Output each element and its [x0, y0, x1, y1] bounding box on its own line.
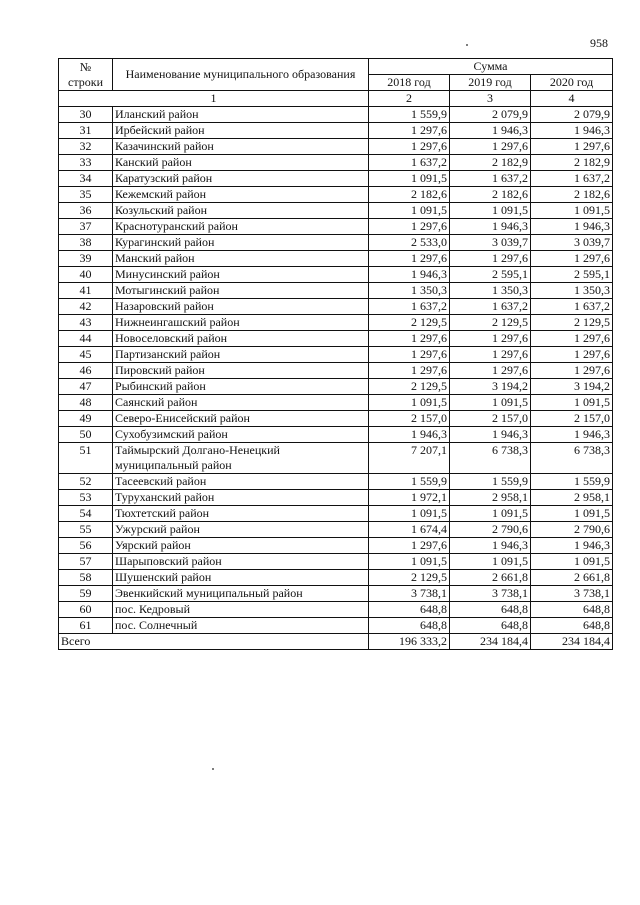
- value-2019: 1 637,2: [450, 171, 531, 187]
- value-2018: 1 091,5: [369, 506, 450, 522]
- row-number: 30: [59, 107, 113, 123]
- value-2020: 1 637,2: [531, 171, 613, 187]
- value-2020: 1 946,3: [531, 427, 613, 443]
- municipality-name: Шушенский район: [113, 570, 369, 586]
- table-row: [59, 538, 613, 554]
- value-2019: 1 297,6: [450, 251, 531, 267]
- value-2019: 1 946,3: [450, 219, 531, 235]
- table-row: [59, 411, 613, 427]
- value-2019: 3 738,1: [450, 586, 531, 602]
- table-row: [59, 203, 613, 219]
- table-row: [59, 299, 613, 315]
- table-row: [59, 235, 613, 251]
- row-number: 39: [59, 251, 113, 267]
- col-index-3: 3: [450, 91, 531, 107]
- table-row: [59, 602, 613, 618]
- row-number: 48: [59, 395, 113, 411]
- municipality-name: Саянский район: [113, 395, 369, 411]
- value-2018: 1 297,6: [369, 363, 450, 379]
- table-row: [59, 522, 613, 538]
- row-number: 41: [59, 283, 113, 299]
- municipality-name: Казачинский район: [113, 139, 369, 155]
- table-row: [59, 219, 613, 235]
- total-2018: 196 333,2: [369, 634, 450, 650]
- value-2018: 1 637,2: [369, 299, 450, 315]
- row-number: 47: [59, 379, 113, 395]
- value-2019: 1 091,5: [450, 506, 531, 522]
- table-row: [59, 155, 613, 171]
- municipality-name: пос. Кедровый: [113, 602, 369, 618]
- table-row: [59, 123, 613, 139]
- table-row: [59, 283, 613, 299]
- row-number: 54: [59, 506, 113, 522]
- row-number: 40: [59, 267, 113, 283]
- header-year-2019: 2019 год: [450, 75, 531, 91]
- value-2018: 1 297,6: [369, 123, 450, 139]
- value-2020: 2 157,0: [531, 411, 613, 427]
- scan-speck: [212, 768, 214, 770]
- value-2018: 2 129,5: [369, 379, 450, 395]
- value-2019: 1 297,6: [450, 331, 531, 347]
- value-2020: 1 091,5: [531, 506, 613, 522]
- municipality-name: Каратузский район: [113, 171, 369, 187]
- value-2020: 1 637,2: [531, 299, 613, 315]
- value-2019: 2 661,8: [450, 570, 531, 586]
- municipality-name: Кежемский район: [113, 187, 369, 203]
- total-label: Всего: [59, 634, 369, 650]
- municipality-name: Канский район: [113, 155, 369, 171]
- value-2019: 2 790,6: [450, 522, 531, 538]
- table-row: [59, 427, 613, 443]
- value-2018: 7 207,1: [369, 443, 450, 474]
- row-number: 38: [59, 235, 113, 251]
- value-2020: 1 559,9: [531, 474, 613, 490]
- row-number: 45: [59, 347, 113, 363]
- value-2020: 3 738,1: [531, 586, 613, 602]
- value-2020: 6 738,3: [531, 443, 613, 474]
- value-2019: 2 182,6: [450, 187, 531, 203]
- value-2018: 1 297,6: [369, 219, 450, 235]
- value-2020: 2 129,5: [531, 315, 613, 331]
- value-2019: 1 297,6: [450, 363, 531, 379]
- value-2019: 1 297,6: [450, 347, 531, 363]
- value-2018: 1 972,1: [369, 490, 450, 506]
- col-index-2: 2: [369, 91, 450, 107]
- row-number: 31: [59, 123, 113, 139]
- municipality-name: Таймырский Долгано-Ненецкий муниципальный район: [113, 443, 369, 474]
- value-2018: 2 129,5: [369, 315, 450, 331]
- row-number: 37: [59, 219, 113, 235]
- municipality-name: пос. Солнечный: [113, 618, 369, 634]
- value-2018: 1 297,6: [369, 538, 450, 554]
- header-year-2020: 2020 год: [531, 75, 613, 91]
- municipality-name: Манский район: [113, 251, 369, 267]
- value-2018: 1 297,6: [369, 251, 450, 267]
- table-row: [59, 187, 613, 203]
- value-2018: 1 297,6: [369, 347, 450, 363]
- value-2018: 1 091,5: [369, 554, 450, 570]
- row-number: 61: [59, 618, 113, 634]
- header-year-2018: 2018 год: [369, 75, 450, 91]
- value-2019: 648,8: [450, 602, 531, 618]
- row-number: 32: [59, 139, 113, 155]
- value-2020: 2 079,9: [531, 107, 613, 123]
- value-2020: 1 091,5: [531, 554, 613, 570]
- value-2019: 2 157,0: [450, 411, 531, 427]
- row-number: 58: [59, 570, 113, 586]
- total-row: [59, 634, 613, 650]
- municipality-name: Новоселовский район: [113, 331, 369, 347]
- value-2019: 1 350,3: [450, 283, 531, 299]
- value-2018: 2 157,0: [369, 411, 450, 427]
- table-row: [59, 347, 613, 363]
- row-number: 33: [59, 155, 113, 171]
- value-2020: 1 091,5: [531, 395, 613, 411]
- page-number: 958: [590, 36, 608, 50]
- header-row-top: [59, 59, 613, 75]
- row-number: 55: [59, 522, 113, 538]
- scan-speck: [466, 44, 468, 46]
- row-number: 34: [59, 171, 113, 187]
- table-row: [59, 443, 613, 474]
- value-2019: 2 595,1: [450, 267, 531, 283]
- table-row: [59, 139, 613, 155]
- value-2019: 1 091,5: [450, 203, 531, 219]
- table-row: [59, 171, 613, 187]
- col-index-1: 1: [59, 91, 369, 107]
- header-row-index: [59, 91, 613, 107]
- table-row: [59, 267, 613, 283]
- value-2020: 1 946,3: [531, 219, 613, 235]
- row-number: 57: [59, 554, 113, 570]
- value-2018: 1 559,9: [369, 107, 450, 123]
- value-2020: 648,8: [531, 602, 613, 618]
- row-number: 56: [59, 538, 113, 554]
- total-2019: 234 184,4: [450, 634, 531, 650]
- municipality-name: Тасеевский район: [113, 474, 369, 490]
- value-2018: 3 738,1: [369, 586, 450, 602]
- municipality-name: Козульский район: [113, 203, 369, 219]
- value-2019: 1 946,3: [450, 427, 531, 443]
- municipality-name: Эвенкийский муниципальный район: [113, 586, 369, 602]
- row-number: 49: [59, 411, 113, 427]
- table-row: [59, 554, 613, 570]
- value-2018: 1 674,4: [369, 522, 450, 538]
- value-2019: 1 091,5: [450, 395, 531, 411]
- value-2019: 1 637,2: [450, 299, 531, 315]
- municipality-name: Минусинский район: [113, 267, 369, 283]
- row-number: 36: [59, 203, 113, 219]
- municipality-name: Ужурский район: [113, 522, 369, 538]
- value-2018: 1 297,6: [369, 139, 450, 155]
- value-2020: 2 790,6: [531, 522, 613, 538]
- value-2020: 1 297,6: [531, 347, 613, 363]
- value-2019: 2 129,5: [450, 315, 531, 331]
- value-2018: 1 091,5: [369, 395, 450, 411]
- value-2020: 3 194,2: [531, 379, 613, 395]
- table-row: [59, 586, 613, 602]
- value-2018: 1 091,5: [369, 203, 450, 219]
- table-row: [59, 315, 613, 331]
- value-2018: 1 637,2: [369, 155, 450, 171]
- municipality-name: Сухобузимский район: [113, 427, 369, 443]
- municipality-name: Рыбинский район: [113, 379, 369, 395]
- value-2020: 1 297,6: [531, 251, 613, 267]
- row-number: 42: [59, 299, 113, 315]
- row-number: 52: [59, 474, 113, 490]
- value-2019: 1 946,3: [450, 538, 531, 554]
- row-number: 50: [59, 427, 113, 443]
- municipality-name: Шарыповский район: [113, 554, 369, 570]
- municipality-name: Мотыгинский район: [113, 283, 369, 299]
- value-2018: 2 182,6: [369, 187, 450, 203]
- value-2020: 1 091,5: [531, 203, 613, 219]
- header-sum: Сумма: [369, 59, 613, 75]
- budget-table: [58, 58, 613, 650]
- row-number: 60: [59, 602, 113, 618]
- value-2019: 1 559,9: [450, 474, 531, 490]
- value-2020: 1 946,3: [531, 538, 613, 554]
- table-row: [59, 107, 613, 123]
- value-2019: 2 079,9: [450, 107, 531, 123]
- municipality-name: Назаровский район: [113, 299, 369, 315]
- row-number: 35: [59, 187, 113, 203]
- row-number: 51: [59, 443, 113, 474]
- table-header: [59, 59, 613, 107]
- value-2018: 2 129,5: [369, 570, 450, 586]
- row-number: 44: [59, 331, 113, 347]
- value-2018: 1 297,6: [369, 331, 450, 347]
- municipality-name: Пировский район: [113, 363, 369, 379]
- table-row: [59, 570, 613, 586]
- value-2018: 648,8: [369, 618, 450, 634]
- value-2020: 3 039,7: [531, 235, 613, 251]
- value-2019: 2 958,1: [450, 490, 531, 506]
- table-row: [59, 618, 613, 634]
- value-2018: 648,8: [369, 602, 450, 618]
- value-2018: 1 091,5: [369, 171, 450, 187]
- table-row: [59, 490, 613, 506]
- table-row: [59, 506, 613, 522]
- value-2019: 3 039,7: [450, 235, 531, 251]
- table-row: [59, 379, 613, 395]
- table-footer: [59, 634, 613, 650]
- value-2019: 648,8: [450, 618, 531, 634]
- value-2019: 1 091,5: [450, 554, 531, 570]
- table-row: [59, 251, 613, 267]
- value-2020: 2 661,8: [531, 570, 613, 586]
- table-row: [59, 363, 613, 379]
- value-2018: 1 350,3: [369, 283, 450, 299]
- value-2019: 1 297,6: [450, 139, 531, 155]
- municipality-name: Партизанский район: [113, 347, 369, 363]
- header-row-number: № строки: [59, 59, 113, 91]
- value-2019: 6 738,3: [450, 443, 531, 474]
- value-2018: 1 946,3: [369, 427, 450, 443]
- municipality-name: Ирбейский район: [113, 123, 369, 139]
- value-2020: 2 958,1: [531, 490, 613, 506]
- value-2020: 1 946,3: [531, 123, 613, 139]
- value-2020: 2 182,6: [531, 187, 613, 203]
- value-2018: 2 533,0: [369, 235, 450, 251]
- table-row: [59, 331, 613, 347]
- municipality-name: Курагинский район: [113, 235, 369, 251]
- value-2019: 2 182,9: [450, 155, 531, 171]
- table-row: [59, 474, 613, 490]
- total-2020: 234 184,4: [531, 634, 613, 650]
- value-2020: 1 350,3: [531, 283, 613, 299]
- col-index-4: 4: [531, 91, 613, 107]
- municipality-name: Иланский район: [113, 107, 369, 123]
- municipality-name: Нижнеингашский район: [113, 315, 369, 331]
- row-number: 46: [59, 363, 113, 379]
- value-2020: 1 297,6: [531, 139, 613, 155]
- municipality-name: Северо-Енисейский район: [113, 411, 369, 427]
- municipality-name: Тюхтетский район: [113, 506, 369, 522]
- value-2020: 648,8: [531, 618, 613, 634]
- value-2019: 1 946,3: [450, 123, 531, 139]
- value-2020: 2 595,1: [531, 267, 613, 283]
- municipality-name: Туруханский район: [113, 490, 369, 506]
- table-row: [59, 395, 613, 411]
- value-2018: 1 946,3: [369, 267, 450, 283]
- value-2020: 1 297,6: [531, 331, 613, 347]
- value-2018: 1 559,9: [369, 474, 450, 490]
- municipality-name: Уярский район: [113, 538, 369, 554]
- row-number: 53: [59, 490, 113, 506]
- row-number: 59: [59, 586, 113, 602]
- municipality-name: Краснотуранский район: [113, 219, 369, 235]
- table-body: [59, 107, 613, 634]
- value-2020: 2 182,9: [531, 155, 613, 171]
- header-municipality-name: Наименование муниципального образования: [113, 59, 369, 91]
- row-number: 43: [59, 315, 113, 331]
- value-2019: 3 194,2: [450, 379, 531, 395]
- value-2020: 1 297,6: [531, 363, 613, 379]
